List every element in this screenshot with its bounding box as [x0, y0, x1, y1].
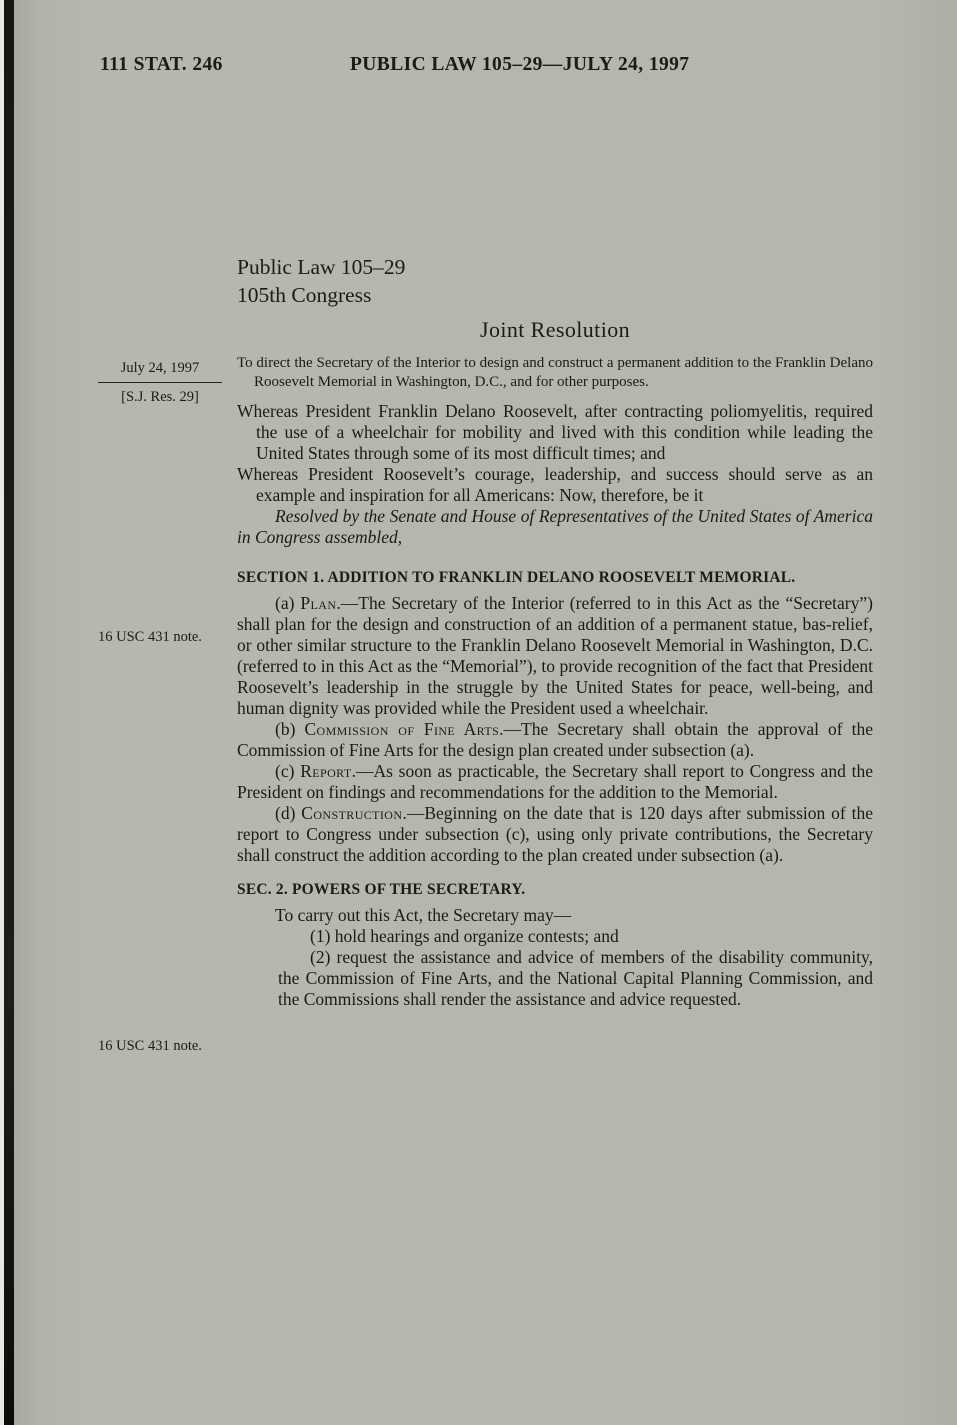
subsection-b-text: .—The Secretary shall obtain the approval of the Commission of Fine Arts for the design plan created under subsection (a). [237, 718, 873, 760]
subsection-a-prefix: (a) [275, 592, 301, 613]
margin-note-usc-section1: 16 USC 431 note. [98, 629, 202, 645]
subsection-b-prefix: (b) [275, 718, 305, 739]
public-law-running-title: PUBLIC LAW 105–29—JULY 24, 1997 [350, 54, 690, 75]
section-2-intro: To carry out this Act, the Secretary may— [275, 904, 572, 925]
section-2-item-2: (2) request the assistance and advice of members of the disability community, the Commission of Fine Arts, and the National Capital Planning Commission, and the Commissions shall render the assistance and advice requested. [278, 946, 873, 1009]
subsection-c-label: Report [300, 760, 352, 781]
margin-note-date-block [98, 360, 222, 406]
margin-note-resolution: [S.J. Res. 29] [121, 389, 199, 405]
congress-label: 105th Congress [237, 282, 372, 307]
subsection-b-label: Commission of Fine Arts [304, 718, 500, 739]
subsection-a-text: .—The Secretary of the Interior (referred to in this Act as the “Secretary”) shall plan for the design and construction of an addition of a permanent statue, bas-relief, or other similar structure to the Franklin Delano Roosevelt Memorial in Washington, D.C. (referred to in this Act as the “Memorial”), to provide recognition of the fact that President Roosevelt’s leadership in the struggle by the United States for peace, well-being, and human dignity was provided while the President used a wheelchair. [237, 592, 873, 718]
subsection-b [237, 719, 873, 761]
subsection-d-text: .—Beginning on the date that is 120 days after submission of the report to Congress under subsection (c), using only private contributions, the Secretary shall construct the addition according to the plan created under subsection (a). [237, 802, 873, 865]
subsection-c-prefix: (c) [275, 760, 301, 781]
statute-text-column [237, 254, 873, 1010]
subsection-d-prefix: (d) [275, 802, 302, 823]
section-2-item-1: (1) hold hearings and organize contests; and [310, 925, 619, 946]
scan-edge-black [4, 0, 14, 1425]
section-1-heading: SECTION 1. ADDITION TO FRANKLIN DELANO ROOSEVELT MEMORIAL. [237, 568, 796, 586]
subsection-a [237, 593, 873, 719]
resolving-clause: Resolved by the Senate and House of Representatives of the United States of America in Congress assembled, [237, 505, 873, 547]
public-law-number: Public Law 105–29 [237, 255, 406, 279]
subsection-c-text: .—As soon as practicable, the Secretary shall report to Congress and the President on findings and recommendations for the addition to the Memorial. [237, 760, 873, 802]
subsection-d [237, 803, 873, 866]
subsection-a-label: Plan [300, 592, 337, 613]
margin-note-date: July 24, 1997 [98, 360, 222, 383]
margin-note-usc-section2: 16 USC 431 note. [98, 1038, 202, 1054]
statute-page-number: 111 STAT. 246 [100, 54, 223, 75]
subsection-d-label: Construction [301, 802, 403, 823]
resolution-type-title: Joint Resolution [479, 316, 631, 342]
section-2-heading: SEC. 2. POWERS OF THE SECRETARY. [237, 880, 526, 898]
whereas-clause-1: Whereas President Franklin Delano Roosevelt, after contracting poliomyelitis, required the use of a wheelchair for mobility and lived with this condition while leading the United States through some of its most difficult times; and [237, 400, 873, 463]
whereas-clause-2: Whereas President Roosevelt’s courage, leadership, and success should serve as an example and inspiration for all Americans: Now, therefore, be it [237, 463, 873, 505]
purpose-clause: To direct the Secretary of the Interior to design and construct a permanent addition to the Franklin Delano Roosevelt Memorial in Washington, D.C., and for other purposes. [237, 354, 873, 390]
subsection-c [237, 761, 873, 803]
